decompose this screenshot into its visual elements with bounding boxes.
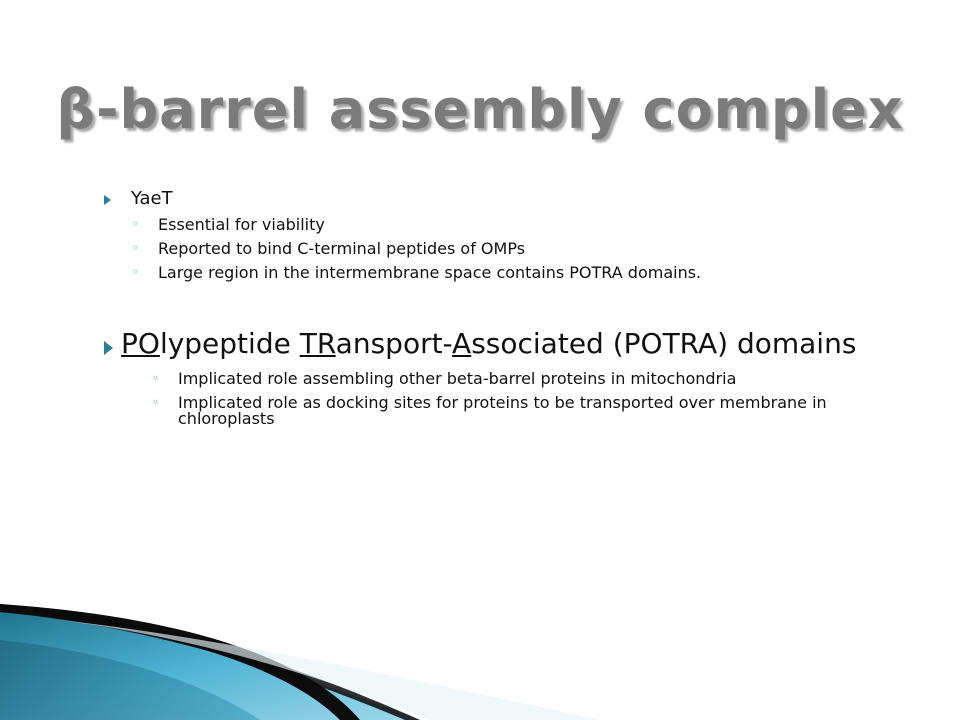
slide-title: β-barrel assembly complex xyxy=(56,78,904,141)
circle-bullet-icon: ◦ xyxy=(132,241,140,255)
circle-bullet-icon: ◦ xyxy=(132,265,140,279)
list-item: ◦ Implicated role assembling other beta-barrel proteins in mitochondria xyxy=(152,366,884,390)
circle-bullet-icon: ◦ xyxy=(152,371,160,385)
list-item: ◦ Large region in the intermembrane space contains POTRA domains. xyxy=(132,260,884,284)
list-item: ◦ Implicated role as docking sites for proteins to be transported over membrane in chloroplasts xyxy=(152,390,884,430)
list-item: ◦ Reported to bind C-terminal peptides of OMPs xyxy=(132,236,884,260)
sub-list xyxy=(132,212,884,284)
bullet-arrow-icon xyxy=(104,195,111,205)
bullet-text: YaeT xyxy=(131,188,173,209)
bullet-potra xyxy=(104,328,884,430)
circle-bullet-icon: ◦ xyxy=(132,217,140,231)
circle-bullet-icon: ◦ xyxy=(152,395,160,409)
bullet-text: POlypeptide TRansport-Associated (POTRA) domains xyxy=(121,327,857,360)
list-item: ◦ Essential for viability xyxy=(132,212,884,236)
bullet-arrow-icon xyxy=(104,341,113,355)
bullet-yaet xyxy=(104,186,884,284)
sub-list xyxy=(152,366,884,430)
